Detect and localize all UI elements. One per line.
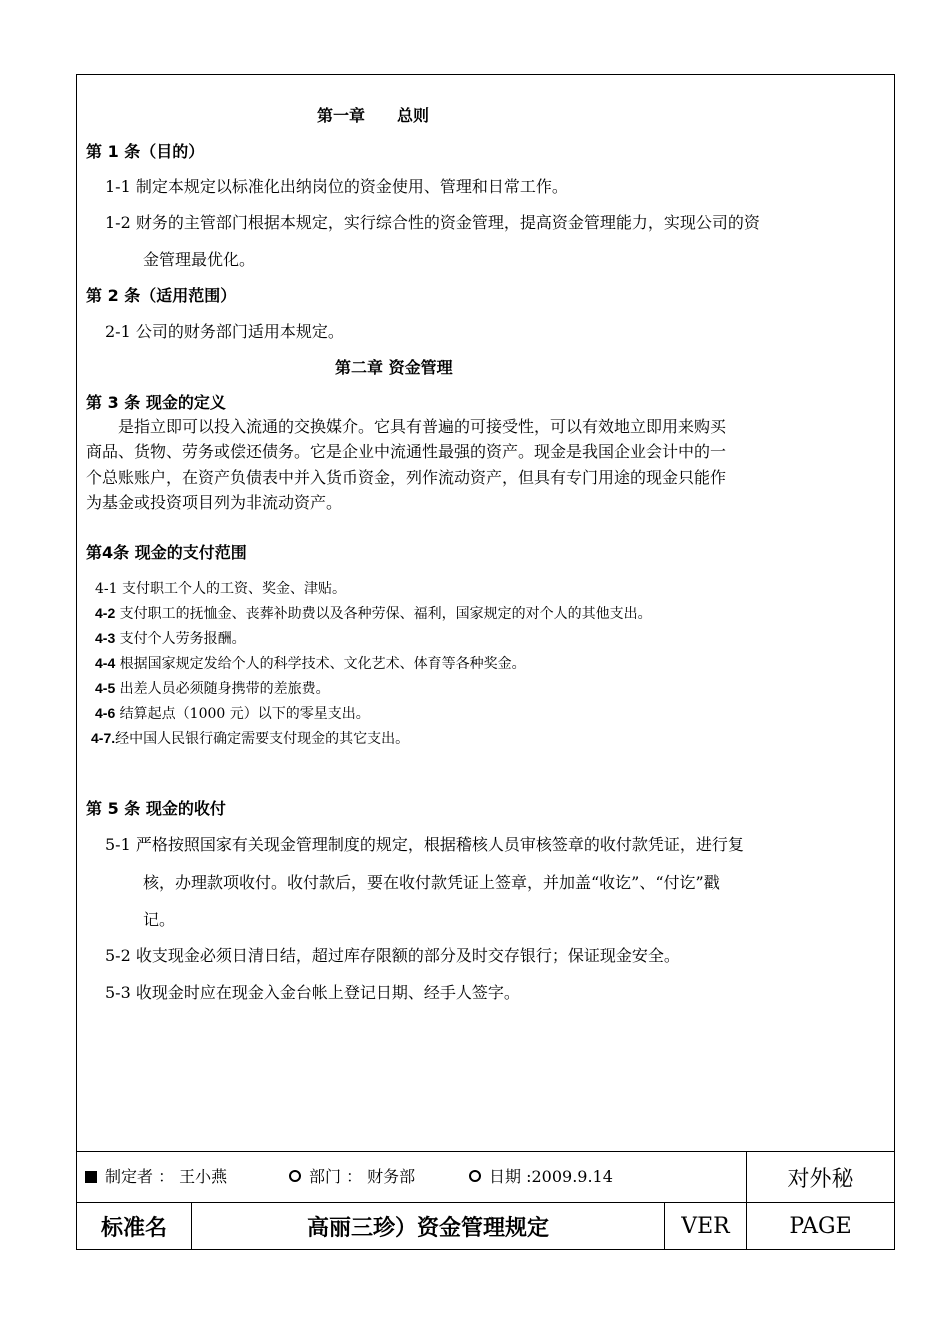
square-bullet-icon [85,1171,97,1183]
list-item: 4-3 支付个人劳务报酬。 [95,630,246,647]
clause-1-2-line1: 1-2 财务的主管部门根据本规定，实行综合性的资金管理，提高资金管理能力，实现公司的资 [105,213,760,232]
list-item: 4-7.经中国人民银行确定需要支付现金的其它支出。 [91,730,410,747]
clause-5-2: 5-2 收支现金必须日清日结，超过库存限额的部分及时交存银行；保证现金安全。 [105,946,680,965]
article-3-title: 第 3 条 现金的定义 [86,393,226,412]
document-title: 高丽三珍）资金管理规定 [306,1214,549,1241]
clause-1-1: 1-1 制定本规定以标准化出纳岗位的资金使用、管理和日常工作。 [105,177,568,196]
list-item: 4-2 支付职工的抚恤金、丧葬补助费以及各种劳保、福利，国家规定的对个人的其他支出。 [95,605,652,622]
article-3-line4: 为基金或投资项目列为非流动资产。 [86,493,343,512]
clause-1-2-line2: 金管理最优化。 [143,250,256,269]
article-2-title: 第 2 条（适用范围） [86,286,237,305]
version-label: VER [681,1213,730,1239]
list-item: 4-1 支付职工个人的工资、奖金、津贴。 [95,581,346,597]
footer-meta-row [77,1152,894,1203]
clause-5-1-line2: 核，办理款项收付。收付款后，要在收付款凭证上签章，并加盖“收讫”、“付讫”戳 [143,873,720,892]
standard-name-label: 标准名 [100,1214,167,1241]
article-1-title: 第 1 条（目的） [86,142,205,161]
chapter-2-title: 第二章 资金管理 [335,358,453,377]
clause-5-1-line1: 5-1 严格按照国家有关现金管理制度的规定，根据稽核人员审核签章的收付款凭证，进行复 [105,835,744,854]
clause-2-1: 2-1 公司的财务部门适用本规定。 [105,322,344,341]
article-4-title: 第4条 现金的支付范围 [86,543,247,562]
department-field: 部门 ： 财务部 [289,1167,415,1187]
article-3-line2: 商品、货物、劳务或偿还债务。它是企业中流通性最强的资产。现金是我国企业会计中的一 [86,442,727,461]
article-5-title: 第 5 条 现金的收付 [86,799,226,818]
chapter-1-title: 第一章 总则 [317,106,430,125]
article-3-line3: 个总账账户，在资产负债表中并入货币资金，列作流动资产，但具有专门用途的现金只能作 [86,468,727,487]
document-body [77,75,894,1151]
secrecy-label: 对外秘 [787,1166,854,1192]
list-item: 4-5 出差人员必须随身携带的差旅费。 [95,680,330,697]
date-field: 日期 :2009.9.14 [469,1167,613,1187]
list-item: 4-4 根据国家规定发给个人的科学技术、文化艺术、体育等各种奖金。 [95,655,526,672]
page-label: PAGE [789,1213,852,1239]
document-footer [77,1151,894,1249]
circle-bullet-icon [289,1170,301,1182]
author-field: 制定者 ： 王小燕 [85,1167,227,1187]
circle-bullet-icon [469,1170,481,1182]
document-frame [76,74,895,1250]
list-item: 4-6 结算起点（1000 元）以下的零星支出。 [95,705,370,722]
clause-5-1-line3: 记。 [143,910,176,929]
article-3-line1: 是指立即可以投入流通的交换媒介。它具有普遍的可接受性，可以有效地立即用来购买 [86,417,727,436]
footer-title-row [77,1203,894,1249]
clause-5-3: 5-3 收现金时应在现金入金台帐上登记日期、经手人签字。 [105,983,520,1002]
